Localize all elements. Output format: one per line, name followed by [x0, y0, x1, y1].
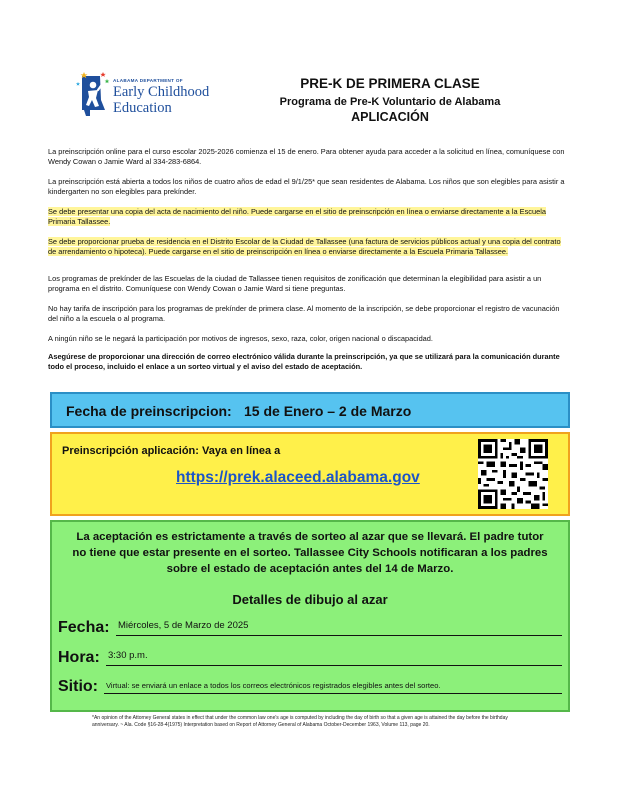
logo-department: ALABAMA DEPARTMENT OF [113, 78, 183, 83]
age-footnote: *An opinion of the Attorney General states in effect that under the common law one's age is computed by including the day of birth so that a given age is attained the day before the birthday anniversary. ~ Ala. Code §16-28-4(1975) Interpretation based on Report of Attorney General of Alabama October-December 1963, Volume 113, page 20. [92, 715, 508, 728]
paragraph-text: A ningún niño se le negará la participación por motivos de ingresos, sexo, raza, color, origen nacional o discapacidad. [48, 334, 433, 343]
paragraph-text: Los programas de prekínder de las Escuelas de la ciudad de Tallassee tienen requisitos de zonificación que determinan la elegibilidad para asistir a un programa en el distrito. Comuníquese con Wendy Cowan o Jamie Ward si tiene preguntas. [48, 274, 542, 293]
preregistration-dates-label: Fecha de preinscripcion: [66, 403, 232, 419]
paragraph-nondiscrimination [48, 334, 568, 344]
paragraph-residency [48, 237, 568, 257]
paragraph-text: La preinscripción está abierta a todos los niños de cuatro años de edad el 9/1/25* que sean residentes de Alabama. Los niños que son elegibles para asistir a kindergarten no son elegibles para prekínder. [48, 177, 565, 196]
page-title: PRE-K DE PRIMERA CLASE [300, 76, 480, 91]
hora-underline [106, 665, 562, 666]
paragraph-fees [48, 304, 568, 324]
preregistration-dates-box [50, 392, 570, 428]
application-heading: APLICACIÓN [351, 110, 429, 124]
sitio-value: Virtual: se enviará un enlace a todos los correos electrónicos registrados elegibles antes del sorteo. [106, 681, 441, 690]
sitio-underline [104, 693, 562, 694]
preregistration-dates-value: 15 de Enero – 2 de Marzo [244, 403, 412, 419]
logo-title-line1: Early Childhood [113, 84, 210, 100]
child-figure-icon [76, 70, 112, 120]
online-application-label: Preinscripción aplicación: Vaya en línea a [62, 445, 281, 457]
application-url-link[interactable]: https://prek.alaceed.alabama.gov [176, 469, 420, 486]
hora-label: Hora: [58, 649, 100, 666]
logo-title-line2: Education [113, 100, 172, 116]
highlighted-text: Se debe presentar una copia del acta de nacimiento del niño. Puede cargarse en el sitio de preinscripción en línea o enviarse directamente a la Escuela Primaria Tallassee. [48, 207, 546, 226]
paragraph-birth-certificate [48, 207, 568, 227]
paragraph-email-notice [48, 352, 568, 372]
lottery-details-box [50, 520, 570, 712]
fecha-label: Fecha: [58, 619, 110, 636]
paragraph-text: No hay tarifa de inscripción para los programas de prekínder de primera clase. Al momento de la inscripción, se debe proporcionar el registro de vacunación del niño a la escuela o al programa. [48, 304, 560, 323]
lottery-details-heading: Detalles de dibujo al azar [232, 592, 388, 607]
paragraph-text: Asegúrese de proporcionar una dirección de correo electrónico válida durante la preinscripción, ya que se utilizará para la comunicación durante todo el proceso, incluido el enlace a un sorteo virtual y el aviso del estado de aceptación. [48, 352, 560, 371]
qr-code-icon[interactable] [478, 439, 548, 509]
highlighted-text: Se debe proporcionar prueba de residencia en el Distrito Escolar de la Ciudad de Tallassee (una factura de servicios públicos actual y una copia del contrato de arrendamiento o hipoteca). Puede cargarse en el sitio de preinscripción en línea o enviarse directamente a la Escuela Primaria Tallassee. [48, 237, 561, 256]
ece-logo [76, 70, 246, 120]
sitio-label: Sitio: [58, 678, 98, 695]
page-subtitle: Programa de Pre-K Voluntario de Alabama [279, 96, 501, 108]
hora-value: 3:30 p.m. [108, 650, 148, 661]
fecha-underline [116, 635, 562, 636]
online-application-box [50, 432, 570, 516]
fecha-value: Miércoles, 5 de Marzo de 2025 [118, 620, 249, 631]
lottery-description: La aceptación es estrictamente a través de sorteo al azar que se llevará. El padre tutor no tiene que estar presente en el sorteo. Tallassee City Schools notificaran a los padres sobre el estado de aceptación antes del 14 de Marzo. [72, 531, 548, 575]
paragraph-zoning [48, 274, 568, 294]
paragraph-text: La preinscripción online para el curso escolar 2025-2026 comienza el 15 de enero. Para obtener ayuda para acceder a la solicitud en línea, comuníquese con Wendy Cowan o Jamie Ward al 334-283-6864. [48, 147, 565, 166]
paragraph-enrollment-start [48, 147, 568, 167]
paragraph-eligibility [48, 177, 568, 197]
